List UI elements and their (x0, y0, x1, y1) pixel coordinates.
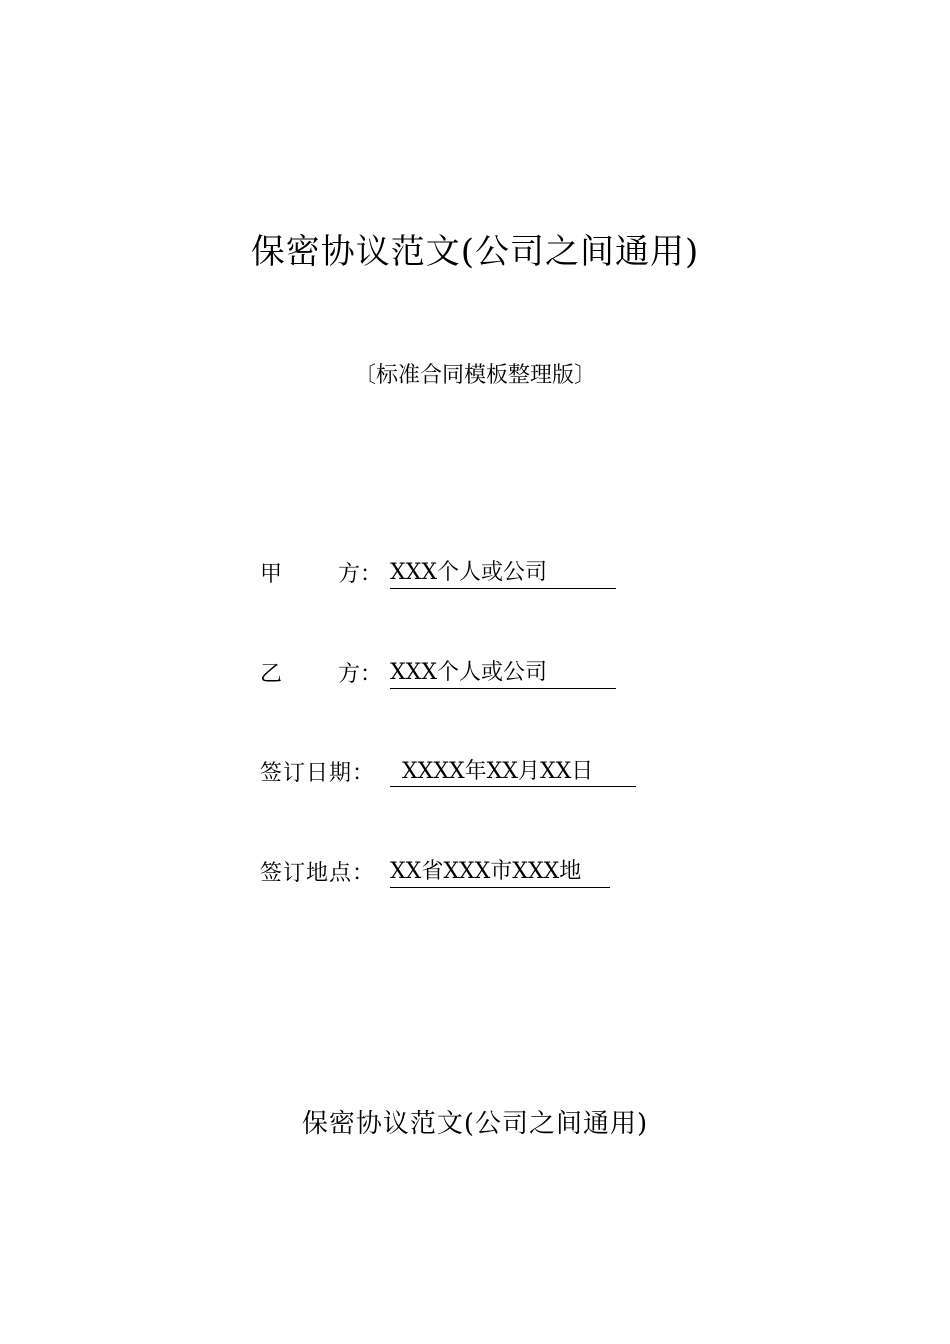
party-b-label-second: 方： (338, 662, 383, 687)
party-a-label-second: 方： (338, 562, 383, 587)
sign-date-label: 签订日期： (260, 761, 376, 786)
party-a-label-first: 甲 (260, 562, 283, 587)
party-a-label (260, 558, 390, 592)
sign-date-value: XXXX年XX月XX日 (390, 757, 636, 787)
sign-place-value: XX省XXX市XXX地 (390, 857, 610, 888)
party-b-label (260, 658, 390, 692)
page-subtitle: 〔标准合同模板整理版〕 (353, 363, 596, 388)
body-heading: 保密协议范文(公司之间通用) (301, 1109, 649, 1139)
sign-place-label: 签订地点： (260, 861, 376, 886)
party-b-label-first: 乙 (260, 662, 283, 687)
sign-place-label-wrap (260, 857, 390, 891)
party-b-value: XXX个人或公司 (390, 658, 616, 689)
party-a-value: XXX个人或公司 (390, 558, 616, 589)
page-title: 保密协议范文(公司之间通用) (250, 232, 700, 272)
sign-date-label-wrap (260, 757, 390, 791)
